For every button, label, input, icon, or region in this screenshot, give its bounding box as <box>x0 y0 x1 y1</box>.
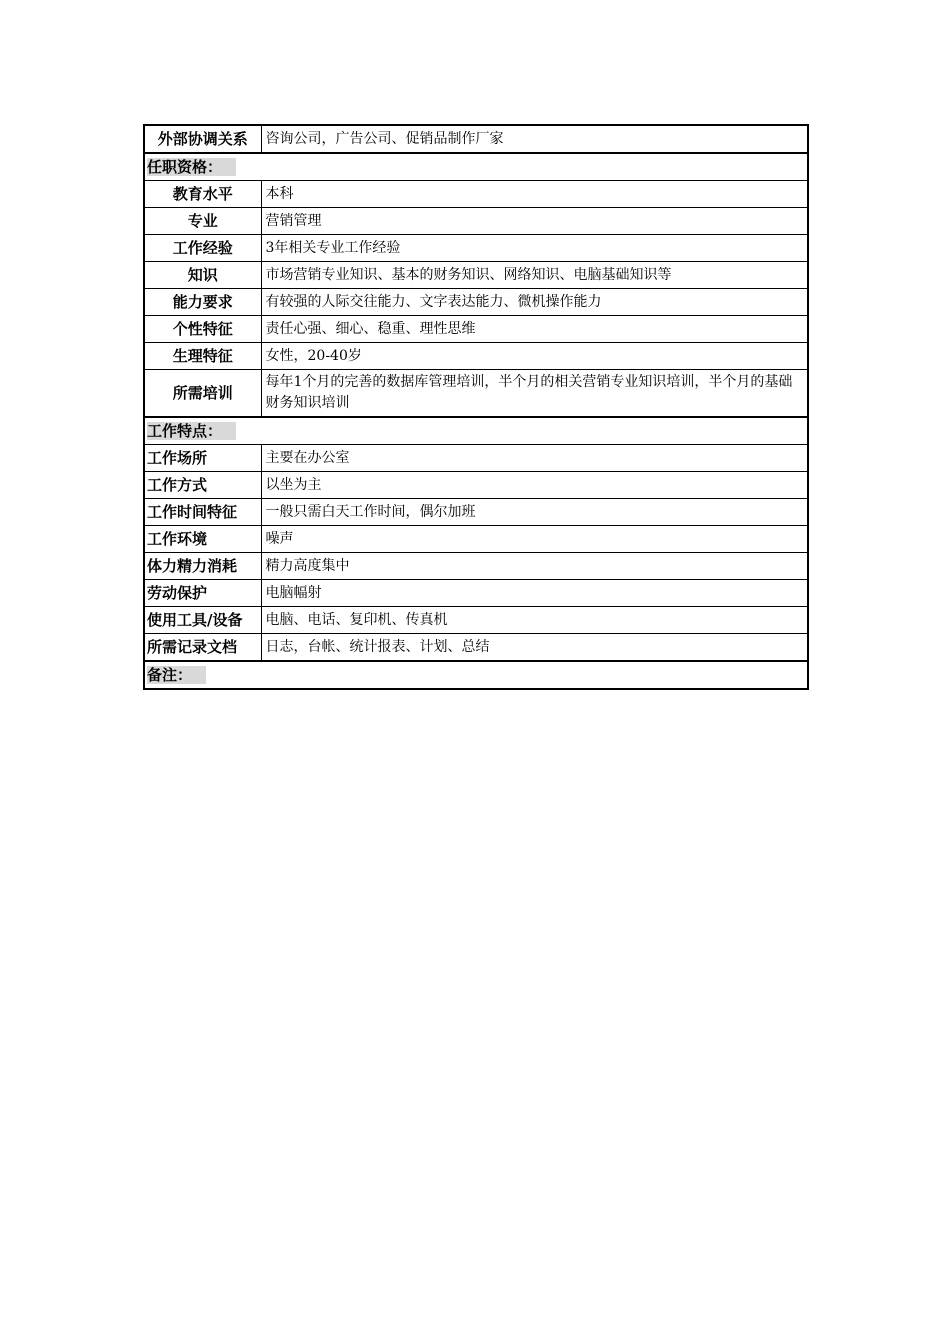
row-label: 所需记录文档 <box>144 634 261 662</box>
row-value: 日志，台帐、统计报表、计划、总结 <box>261 634 808 662</box>
table-row <box>144 343 808 370</box>
row-label: 工作方式 <box>144 472 261 499</box>
table-row <box>144 208 808 235</box>
table-row <box>144 445 808 472</box>
table-row <box>144 580 808 607</box>
table-row <box>144 289 808 316</box>
row-value: 营销管理 <box>261 208 808 235</box>
section-title-remarks: 备注： <box>147 666 206 684</box>
row-label: 工作环境 <box>144 526 261 553</box>
row-label: 劳动保护 <box>144 580 261 607</box>
table-row <box>144 499 808 526</box>
row-value: 本科 <box>261 181 808 208</box>
job-description-document <box>143 124 807 690</box>
row-value: 3年相关专业工作经验 <box>261 235 808 262</box>
table-row <box>144 125 808 153</box>
row-value: 责任心强、细心、稳重、理性思维 <box>261 316 808 343</box>
table-row <box>144 634 808 662</box>
row-value: 电脑、电话、复印机、传真机 <box>261 607 808 634</box>
table-row <box>144 607 808 634</box>
section-title-work-features: 工作特点： <box>147 422 236 440</box>
row-value: 市场营销专业知识、基本的财务知识、网络知识、电脑基础知识等 <box>261 262 808 289</box>
row-value: 精力高度集中 <box>261 553 808 580</box>
section-header-work-features <box>144 417 808 445</box>
row-value-external-coordination: 咨询公司，广告公司、促销品制作厂家 <box>261 125 808 153</box>
row-value: 电脑幅射 <box>261 580 808 607</box>
row-value: 噪声 <box>261 526 808 553</box>
row-value: 一般只需白天工作时间，偶尔加班 <box>261 499 808 526</box>
table-row <box>144 472 808 499</box>
table-row <box>144 553 808 580</box>
row-label: 体力精力消耗 <box>144 553 261 580</box>
table-row <box>144 526 808 553</box>
section-header-qualifications <box>144 153 808 181</box>
row-label: 能力要求 <box>144 289 261 316</box>
row-label: 所需培训 <box>144 370 261 418</box>
row-label: 工作场所 <box>144 445 261 472</box>
table-row <box>144 262 808 289</box>
row-label: 工作时间特征 <box>144 499 261 526</box>
row-label: 教育水平 <box>144 181 261 208</box>
row-label: 个性特征 <box>144 316 261 343</box>
row-label-external-coordination: 外部协调关系 <box>144 125 261 153</box>
row-label: 生理特征 <box>144 343 261 370</box>
table-row <box>144 181 808 208</box>
row-value-training: 每年1个月的完善的数据库管理培训，半个月的相关营销专业知识培训，半个月的基础财务知识培训 <box>261 370 808 418</box>
section-title-qualifications: 任职资格： <box>147 158 236 176</box>
row-label: 使用工具/设备 <box>144 607 261 634</box>
job-description-table <box>143 124 809 690</box>
row-label: 知识 <box>144 262 261 289</box>
section-header-remarks <box>144 661 808 689</box>
table-row <box>144 316 808 343</box>
table-row <box>144 235 808 262</box>
row-value: 有较强的人际交往能力、文字表达能力、微机操作能力 <box>261 289 808 316</box>
row-value: 女性，20-40岁 <box>261 343 808 370</box>
row-label: 专业 <box>144 208 261 235</box>
row-value: 主要在办公室 <box>261 445 808 472</box>
row-label: 工作经验 <box>144 235 261 262</box>
row-value: 以坐为主 <box>261 472 808 499</box>
table-row <box>144 370 808 418</box>
